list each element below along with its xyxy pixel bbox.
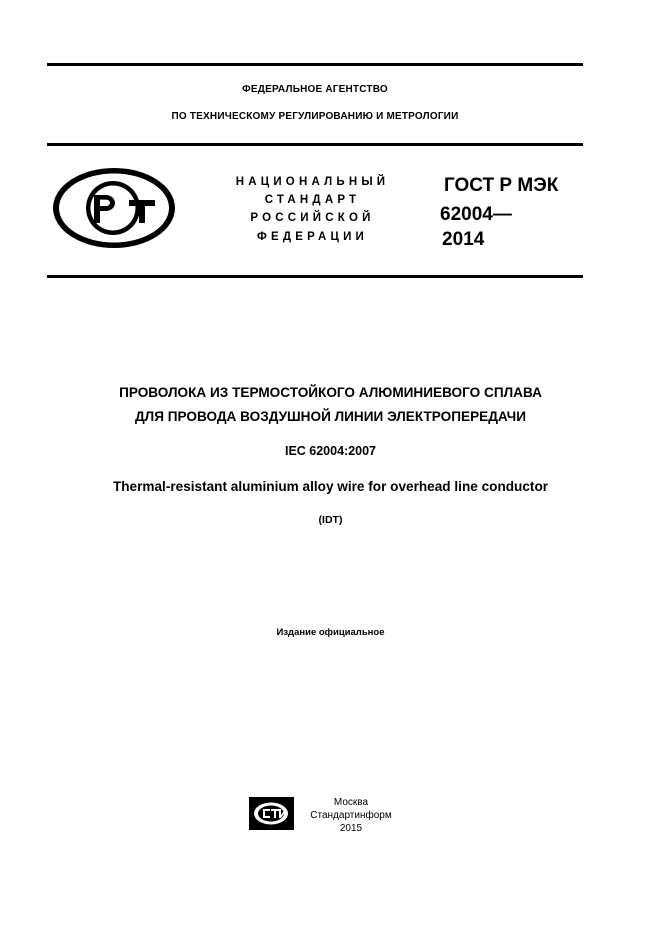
english-title: Thermal-resistant aluminium alloy wire for overhead line conductor bbox=[112, 479, 549, 494]
title-line-1: ПРОВОЛОКА ИЗ ТЕРМОСТОЙКОГО АЛЮМИНИЕВОГО СПЛАВА bbox=[119, 385, 542, 400]
national-standard-line-1: НАЦИОНАЛЬНЫЙ bbox=[235, 176, 390, 188]
publisher-year: 2015 bbox=[339, 823, 363, 834]
standartinform-logo-icon bbox=[249, 797, 294, 830]
top-rule bbox=[47, 63, 583, 66]
national-standard-line-4: ФЕДЕРАЦИИ bbox=[256, 231, 369, 243]
agency-line-2: ПО ТЕХНИЧЕСКОМУ РЕГУЛИРОВАНИЮ И МЕТРОЛОГИИ bbox=[171, 111, 459, 122]
identity-degree: (IDT) bbox=[318, 514, 343, 526]
designation-line-1: ГОСТ Р МЭК bbox=[444, 175, 559, 196]
designation-line-3: 2014 bbox=[442, 229, 485, 250]
iec-reference: IEC 62004:2007 bbox=[284, 444, 377, 458]
agency-line-1: ФЕДЕРАЛЬНОЕ АГЕНТСТВО bbox=[242, 84, 388, 95]
national-standard-line-2: СТАНДАРТ bbox=[264, 194, 361, 206]
designation-line-2: 62004— bbox=[440, 204, 512, 225]
publisher-name: Стандартинформ bbox=[310, 810, 392, 821]
publisher-city: Москва bbox=[333, 797, 369, 808]
header-bottom-rule bbox=[47, 275, 583, 278]
header-rule bbox=[47, 143, 583, 146]
edition-note: Издание официальное bbox=[276, 627, 385, 638]
gost-r-logo-icon bbox=[52, 167, 176, 249]
national-standard-line-3: РОССИЙСКОЙ bbox=[250, 212, 375, 224]
title-line-2: ДЛЯ ПРОВОДА ВОЗДУШНОЙ ЛИНИИ ЭЛЕКТРОПЕРЕДАЧИ bbox=[135, 409, 526, 424]
